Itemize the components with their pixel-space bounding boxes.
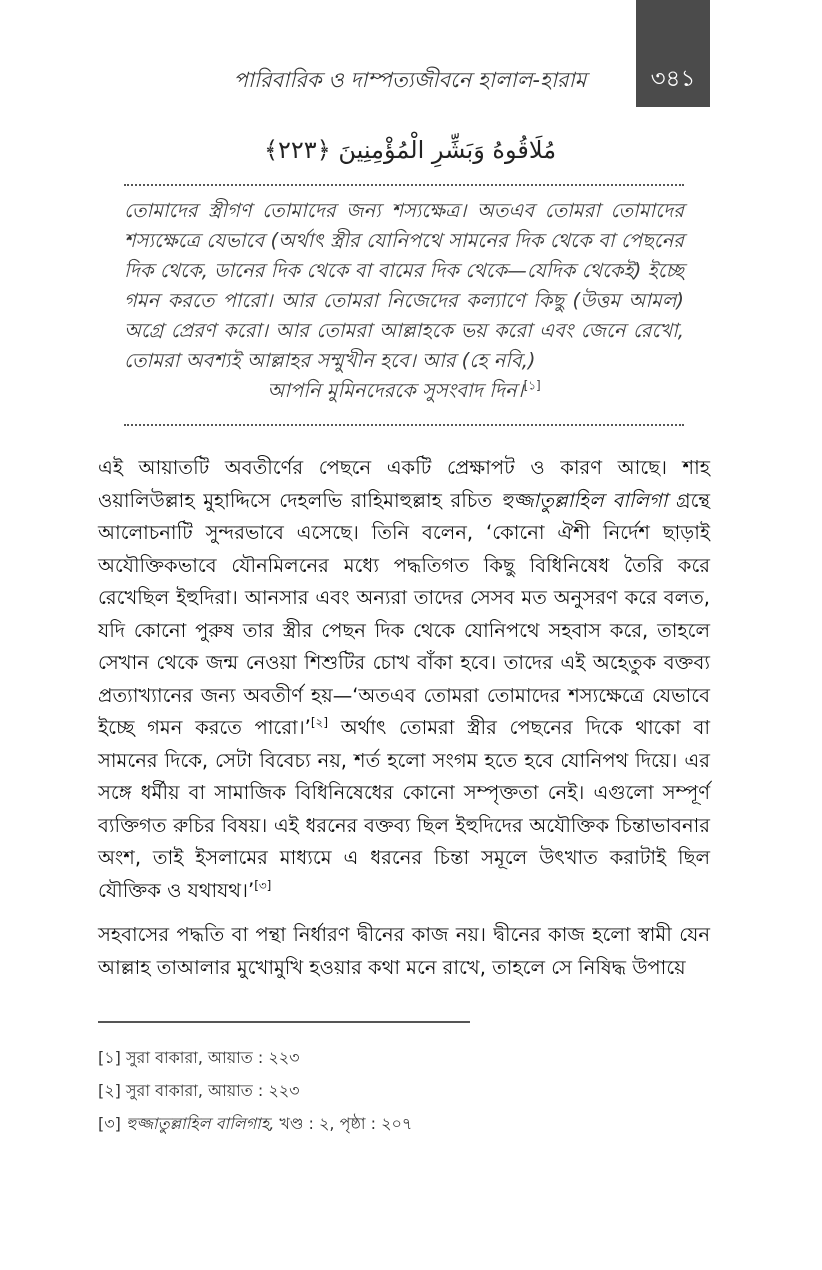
footnotes [98, 1044, 710, 1143]
paragraph-1 [98, 452, 710, 907]
paragraph-1-part-b: গ্রন্থে আলোচনাটি সুন্দরভাবে এসেছে। তিনি বলেন, ‘কোনো ঐশী নির্দেশ ছাড়াই অযৌক্তিকভাবে যৌনমিলনের মধ্যে পদ্ধতিগত কিছু বিধিনিষেধ তৈরি করে রেখেছিল ইহুদিরা। আনসার এবং অন্যরা তাদের সেসব মত অনুসরণ করে বলত, যদি কোনো পুরুষ তার স্ত্রীর পেছন দিক থেকে যোনিপথে সহবাস করে, তাহলে সেখান থেকে জন্ম নেওয়া শিশুটির চোখ বাঁকা হবে। তাদের এই অহেতুক বক্তব্য প্রত্যাখ্যানের জন্য অবতীর্ণ হয়—‘অতএব তোমরা তোমাদের শস্যক্ষেত্রে যেভাবে ইচ্ছে গমন করতে পারো।’ [98, 488, 710, 739]
footnote-ref-3[interactable]: [৩] [254, 878, 272, 892]
translation-last-text: আপনি মুমিনদেরকে সুসংবাদ দিন। [267, 379, 524, 402]
footnote-divider [98, 1021, 470, 1023]
footnote-marker: [১] [98, 1048, 121, 1067]
footnote-book-title: হুজ্জাতুল্লাহিল বালিগাহ, [125, 1114, 275, 1133]
footnote-item [98, 1044, 710, 1077]
footnote-item [98, 1110, 710, 1143]
footnote-ref-2[interactable]: [২] [310, 715, 329, 730]
footnote-item [98, 1077, 710, 1110]
dotted-divider-top [124, 184, 684, 186]
footnote-text: খণ্ড : ২, পৃষ্ঠা : ২০৭ [274, 1114, 413, 1133]
paragraph-1-part-c: অর্থাৎ তোমরা স্ত্রীর পেছনের দিকে থাকো বা সামনের দিকে, সেটা বিবেচ্য নয়, শর্ত হলো সংগম হতে হবে যোনিপথ দিয়ে। এর সঙ্গে ধর্মীয় বা সামাজিক বিধিনিষেধের কোনো সম্পৃক্ততা নেই। এগুলো সম্পূর্ণ ব্যক্তিগত রুচির বিষয়। এই ধরনের বক্তব্য ছিল ইহুদিদের অযৌক্তিক চিন্তাভাবনার অংশ, তাই ইসলামের মাধ্যমে এ ধরনের চিন্তা সমূলে উৎখাত করাটাই ছিল যৌক্তিক ও যথাযথ।’ [98, 716, 710, 902]
verse-translation [124, 196, 684, 406]
book-title: হুজ্জাতুল্লাহিল বালিগা [500, 488, 668, 512]
translation-last-line [124, 376, 684, 406]
footnote-ref-1[interactable]: [১] [523, 378, 541, 393]
arabic-verse: مُلَاقُوهُ وَبَشِّرِ الْمُؤْمِنِينَ ﴿٢٢٣﴾ [263, 136, 557, 164]
running-title: পারিবারিক ও দাম্পত্যজীবনে হালাল-হারাম [233, 68, 587, 92]
footnote-marker: [৩] [98, 1114, 121, 1133]
page-number: ৩৪১ [650, 66, 696, 92]
page-number-tab [636, 0, 710, 107]
footnote-marker: [২] [98, 1081, 121, 1100]
footnote-text: সুরা বাকারা, আয়াত : ২২৩ [125, 1081, 300, 1100]
body-text [98, 452, 710, 984]
translation-main-text: তোমাদের স্ত্রীগণ তোমাদের জন্য শস্যক্ষেত্র। অতএব তোমরা তোমাদের শস্যক্ষেত্রে যেভাবে (অর্থাৎ স্ত্রীর যোনিপথে সামনের দিক থেকে বা পেছনের দিক থেকে, ডানের দিক থেকে বা বামের দিক থেকে—যেদিক থেকেই) ইচ্ছে গমন করতে পারো। আর তোমরা নিজেদের কল্যাণে কিছু (উত্তম আমল) অগ্রে প্রেরণ করো। আর তোমরা আল্লাহকে ভয় করো এবং জেনে রেখো, তোমরা অবশ্যই আল্লাহর সম্মুখীন হবে। আর (হে নবি,) [124, 199, 684, 372]
paragraph-2: সহবাসের পদ্ধতি বা পন্থা নির্ধারণ দ্বীনের কাজ নয়। দ্বীনের কাজ হলো স্বামী যেন আল্লাহ তাআলার মুখোমুখি হওয়ার কথা মনে রাখে, তাহলে সে নিষিদ্ধ উপায়ে [98, 923, 710, 979]
paragraph-1-part-a: এই আয়াতটি অবতীর্ণের পেছনে একটি প্রেক্ষাপট ও কারণ আছে। শাহ ওয়ালিউল্লাহ মুহাদ্দিসে দেহলভি রাহিমাহুল্লাহ রচিত [98, 456, 710, 512]
dotted-divider-bottom [124, 424, 684, 426]
footnote-text: সুরা বাকারা, আয়াত : ২২৩ [125, 1048, 300, 1067]
